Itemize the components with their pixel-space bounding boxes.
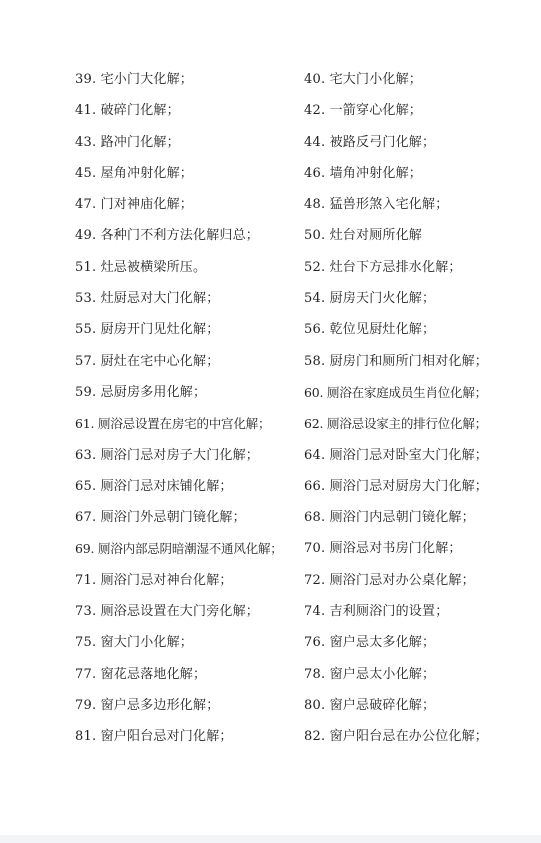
- toc-item-77: 77. 窗花忌落地化解；: [75, 666, 207, 682]
- toc-row: [0, 189, 541, 220]
- toc-item-72: 72. 厕浴门忌对办公桌化解；: [304, 572, 475, 588]
- toc-row: [0, 314, 541, 345]
- toc-item-82: 82. 窗户阳台忌在办公位化解；: [304, 729, 489, 745]
- toc-row: [0, 377, 541, 408]
- toc-row: [0, 408, 541, 439]
- toc-item-55: 55. 厨房开门见灶化解；: [75, 322, 220, 338]
- toc-item-50: 50. 灶台对厕所化解: [304, 228, 423, 244]
- toc-row: [0, 502, 541, 533]
- toc-item-44: 44. 被路反弓门化解；: [304, 134, 436, 150]
- toc-item-48: 48. 猛兽形煞入宅化解；: [304, 197, 449, 213]
- toc-item-67: 67. 厕浴门外忌朝门镜化解；: [75, 510, 246, 526]
- toc-row: [0, 346, 541, 377]
- toc-row: [0, 659, 541, 690]
- toc-item-70: 70. 厕浴忌对书房门化解；: [304, 541, 462, 557]
- toc-row: [0, 440, 541, 471]
- toc-item-75: 75. 窗大门小化解；: [75, 635, 194, 651]
- toc-row: [0, 220, 541, 251]
- toc-item-42: 42. 一箭穿心化解；: [304, 103, 423, 119]
- toc-item-58: 58. 厨房门和厕所门相对化解；: [304, 353, 489, 369]
- toc-item-80: 80. 窗户忌破碎化解；: [304, 697, 436, 713]
- toc-row: [0, 533, 541, 564]
- toc-item-57: 57. 厨灶在宅中心化解；: [75, 353, 220, 369]
- toc-row: [0, 565, 541, 596]
- toc-item-49: 49. 各种门不利方法化解归总；: [75, 228, 260, 244]
- toc-item-62: 62. 厕浴忌设家主的排行位化解；: [304, 416, 487, 432]
- toc-row: [0, 158, 541, 189]
- toc-item-43: 43. 路冲门化解；: [75, 134, 180, 150]
- toc-item-64: 64. 厕浴门忌对卧室大门化解；: [304, 447, 489, 463]
- toc-row: [0, 127, 541, 158]
- toc-item-76: 76. 窗户忌太多化解；: [304, 635, 436, 651]
- toc-row: [0, 721, 541, 752]
- viewer-bottom-strip: [0, 835, 541, 843]
- toc-item-56: 56. 乾位见厨灶化解；: [304, 322, 436, 338]
- toc-item-60: 60. 厕浴在家庭成员生肖位化解；: [304, 384, 487, 400]
- toc-item-59: 59. 忌厨房多用化解；: [75, 384, 207, 400]
- toc-item-63: 63. 厕浴门忌对房子大门化解；: [75, 447, 260, 463]
- table-of-contents: [0, 64, 541, 753]
- toc-row: [0, 471, 541, 502]
- toc-item-66: 66. 厕浴门忌对厨房大门化解；: [304, 478, 489, 494]
- toc-item-73: 73. 厕浴忌设置在大门旁化解；: [75, 604, 260, 620]
- toc-row: [0, 95, 541, 126]
- toc-item-47: 47. 门对神庙化解；: [75, 197, 194, 213]
- toc-item-71: 71. 厕浴门忌对神台化解；: [75, 572, 233, 588]
- toc-item-81: 81. 窗户阳台忌对门化解；: [75, 729, 233, 745]
- toc-item-69: 69. 厕浴内部忌阴暗潮湿不通风化解；: [75, 541, 283, 557]
- toc-item-39: 39. 宅小门大化解；: [75, 72, 194, 87]
- toc-item-54: 54. 厨房天门火化解；: [304, 291, 436, 307]
- toc-row: [0, 690, 541, 721]
- toc-item-52: 52. 灶台下方忌排水化解；: [304, 259, 462, 275]
- toc-row: [0, 283, 541, 314]
- toc-row: [0, 64, 541, 95]
- toc-row: [0, 627, 541, 658]
- toc-item-78: 78. 窗户忌太小化解；: [304, 666, 436, 682]
- toc-item-61: 61. 厕浴忌设置在房宅的中宫化解；: [75, 416, 271, 432]
- toc-row: [0, 252, 541, 283]
- toc-item-53: 53. 灶厨忌对大门化解；: [75, 291, 220, 307]
- toc-item-65: 65. 厕浴门忌对床铺化解；: [75, 478, 233, 494]
- toc-item-45: 45. 屋角冲射化解；: [75, 165, 194, 181]
- toc-item-41: 41. 破碎门化解；: [75, 103, 180, 119]
- toc-item-51: 51. 灶忌被横梁所压。: [75, 259, 207, 275]
- toc-row: [0, 596, 541, 627]
- toc-item-40: 40. 宅大门小化解；: [304, 72, 423, 87]
- toc-item-46: 46. 墙角冲射化解；: [304, 165, 423, 181]
- toc-item-79: 79. 窗户忌多边形化解；: [75, 697, 220, 713]
- toc-item-74: 74. 吉利厕浴门的设置；: [304, 604, 449, 620]
- toc-item-68: 68. 厕浴门内忌朝门镜化解；: [304, 510, 475, 526]
